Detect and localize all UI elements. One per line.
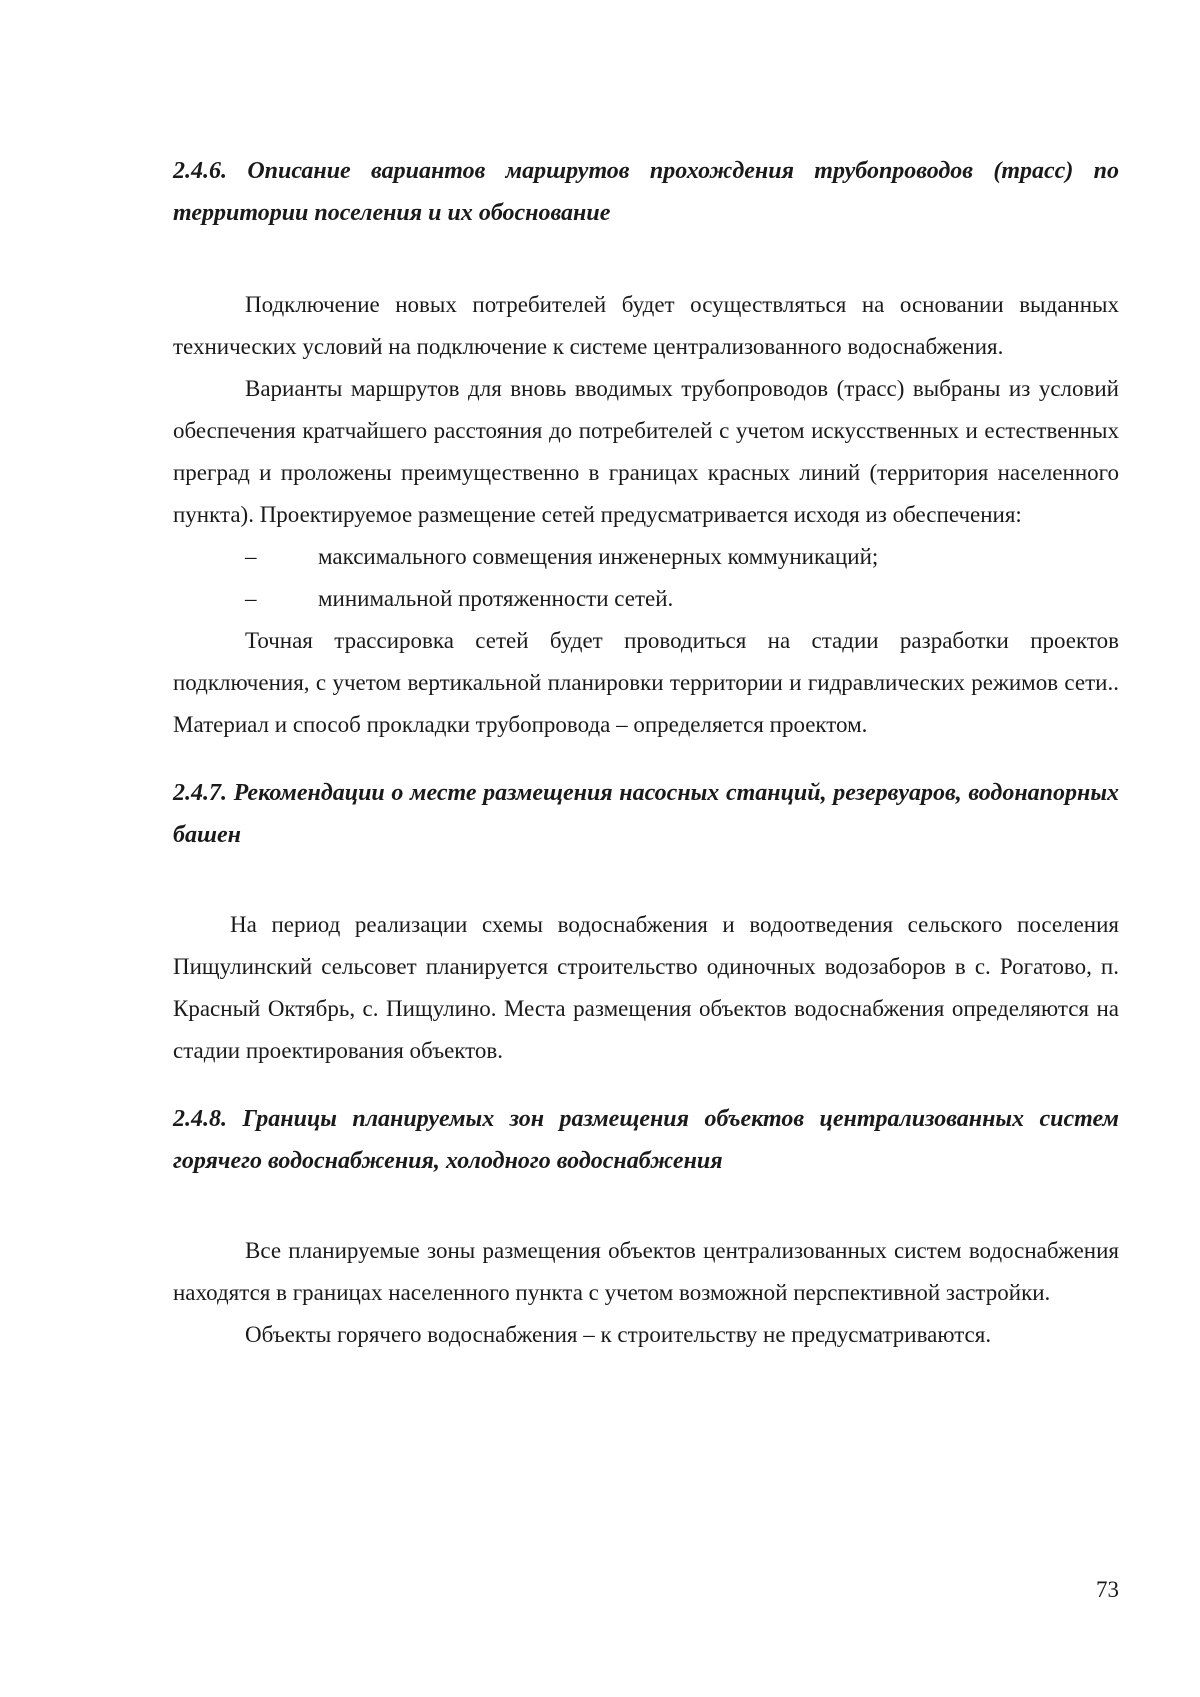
page-number: 73 (1096, 1577, 1119, 1602)
bullet-dash: – (245, 544, 257, 569)
section-247-heading: 2.4.7. Рекомендации о месте размещения насосных станций, резервуаров, водонапорных башен (173, 780, 1119, 848)
bullet-item (173, 536, 1119, 578)
section-248-paragraph-2: Объекты горячего водоснабжения – к строительству не предусматриваются. (245, 1322, 992, 1347)
bullet-text: минимальной протяженности сетей. (318, 586, 674, 611)
section-246-paragraph-1: Подключение новых потребителей будет осуществляться на основании выданных технических условий на подключение к системе централизованного водоснабжения. (173, 292, 1119, 359)
bullet-dash: – (245, 586, 257, 611)
section-246-paragraph-2: Варианты маршрутов для вновь вводимых трубопроводов (трасс) выбраны из условий обеспечения кратчайшего расстояния до потребителей с учетом искусственных и естественных преград и проложены преимущественно в границах красных линий (территория населенного пункта). Проектируемое размещение сетей предусматривается исходя из обеспечения: (173, 376, 1119, 527)
page-content (173, 150, 1119, 1356)
bullet-item (173, 578, 1119, 620)
section-248-heading: 2.4.8. Границы планируемых зон размещения объектов централизованных систем горячего водоснабжения, холодного водоснабжения (173, 1106, 1119, 1174)
bullet-text: максимального совмещения инженерных коммуникаций; (318, 544, 879, 569)
section-247-paragraph-1: На период реализации схемы водоснабжения и водоотведения сельского поселения Пищулинский сельсовет планируется строительство одиночных водозаборов в с. Рогатово, п. Красный Октябрь, с. Пищулино. Места размещения объектов водоснабжения определяются на стадии проектирования объектов. (173, 912, 1119, 1063)
section-248-paragraph-1: Все планируемые зоны размещения объектов централизованных систем водоснабжения находятся в границах населенного пункта с учетом возможной перспективной застройки. (173, 1238, 1119, 1305)
section-246-heading: 2.4.6. Описание вариантов маршрутов прохождения трубопроводов (трасс) по территории поселения и их обоснование (173, 158, 1119, 226)
section-246-closing-paragraph: Точная трассировка сетей будет проводиться на стадии разработки проектов подключения, с учетом вертикальной планировки территории и гидравлических режимов сети.. Материал и способ прокладки трубопровода – определяется проектом. (173, 628, 1119, 737)
section-246-bullet-list (173, 536, 1119, 620)
